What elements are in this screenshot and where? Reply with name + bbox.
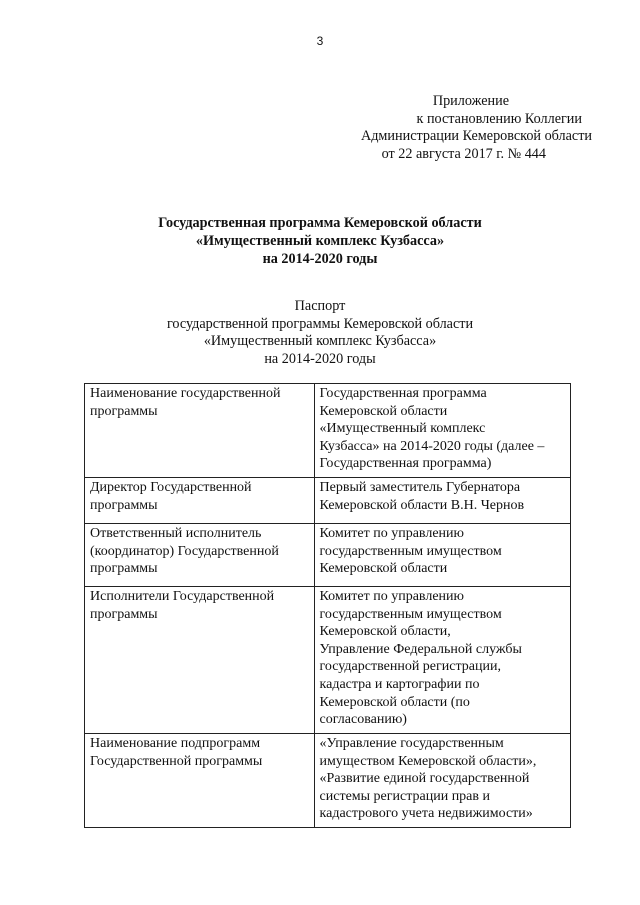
cell-line: системы регистрации прав и	[319, 788, 490, 804]
table-row	[85, 523, 571, 586]
table-row	[85, 586, 571, 733]
cell-line: имуществом Кемеровской области»,	[319, 753, 537, 769]
cell-line: «Управление государственным	[319, 735, 504, 751]
cell-line: государственной регистрации,	[319, 659, 501, 675]
cell-line: Наименование государственной	[90, 386, 281, 401]
appendix-line: от 22 августа 2017 г. № 444	[381, 145, 546, 162]
cell-line: государственным имуществом	[319, 606, 502, 622]
cell-line: Комитет по управлению	[319, 588, 464, 604]
cell-line: программы	[90, 403, 158, 419]
cell-line: Кузбасса» на 2014-2020 годы (далее –	[319, 438, 545, 454]
table-row	[85, 384, 571, 478]
row-value-cell	[314, 523, 570, 586]
cell-line: Кемеровской области (по	[319, 694, 470, 710]
row-label-cell	[85, 586, 315, 733]
page-number: 3	[316, 34, 324, 48]
cell-line: согласованию)	[319, 712, 407, 728]
appendix-line: Приложение	[432, 93, 509, 109]
program-title-line: «Имущественный комплекс Кузбасса»	[195, 233, 445, 249]
cell-line: Исполнители Государственной	[90, 588, 275, 604]
row-value-cell	[314, 477, 570, 523]
appendix-block	[320, 93, 592, 163]
cell-line: Кемеровской области	[319, 403, 448, 419]
cell-line: кадастра и картографии по	[319, 676, 480, 692]
row-label-cell	[85, 523, 315, 586]
program-title-line: Государственная программа Кемеровской области	[158, 215, 482, 231]
table-row	[85, 477, 571, 523]
row-value-cell	[314, 586, 570, 733]
cell-line: Государственной программы	[90, 753, 263, 769]
cell-line: Наименование подпрограмм	[90, 735, 261, 751]
cell-line: Кемеровской области В.Н. Чернов	[319, 497, 525, 513]
cell-line: программы	[90, 497, 158, 513]
program-title	[0, 214, 640, 268]
cell-line: Комитет по управлению	[319, 525, 464, 541]
cell-line: программы	[90, 606, 158, 622]
cell-line: Директор Государственной	[90, 479, 252, 495]
row-label-cell	[85, 477, 315, 523]
row-value-cell	[314, 733, 570, 827]
cell-line: «Развитие единой государственной	[319, 771, 530, 787]
cell-line: Государственная программа	[319, 386, 487, 401]
passport-heading-line: «Имущественный комплекс Кузбасса»	[203, 333, 437, 350]
cell-line: Первый заместитель Губернатора	[319, 479, 521, 495]
cell-line: «Имущественный комплекс	[319, 421, 486, 437]
cell-line: Кемеровской области	[319, 561, 448, 577]
passport-table	[84, 383, 571, 828]
cell-line: (координатор) Государственной	[90, 543, 279, 559]
row-label-cell	[85, 384, 315, 478]
cell-line: Управление Федеральной службы	[319, 641, 522, 657]
passport-heading-line: на 2014-2020 годы	[264, 350, 376, 367]
passport-heading-line: государственной программы Кемеровской области	[166, 315, 474, 332]
row-value-cell	[314, 384, 570, 478]
row-label-cell	[85, 733, 315, 827]
appendix-line: к постановлению Коллегии	[416, 110, 582, 127]
cell-line: Кемеровской области,	[319, 624, 451, 640]
cell-line: программы	[90, 561, 158, 577]
cell-line: Ответственный исполнитель	[90, 525, 262, 541]
passport-heading-line: Паспорт	[294, 298, 346, 314]
appendix-line: Администрации Кемеровской области	[360, 128, 592, 145]
table-row	[85, 733, 571, 827]
cell-line: государственным имуществом	[319, 543, 502, 559]
cell-line: кадастрового учета недвижимости»	[319, 806, 533, 822]
program-title-line: на 2014-2020 годы	[262, 251, 378, 267]
cell-line: Государственная программа)	[319, 456, 492, 472]
passport-heading	[0, 298, 640, 368]
